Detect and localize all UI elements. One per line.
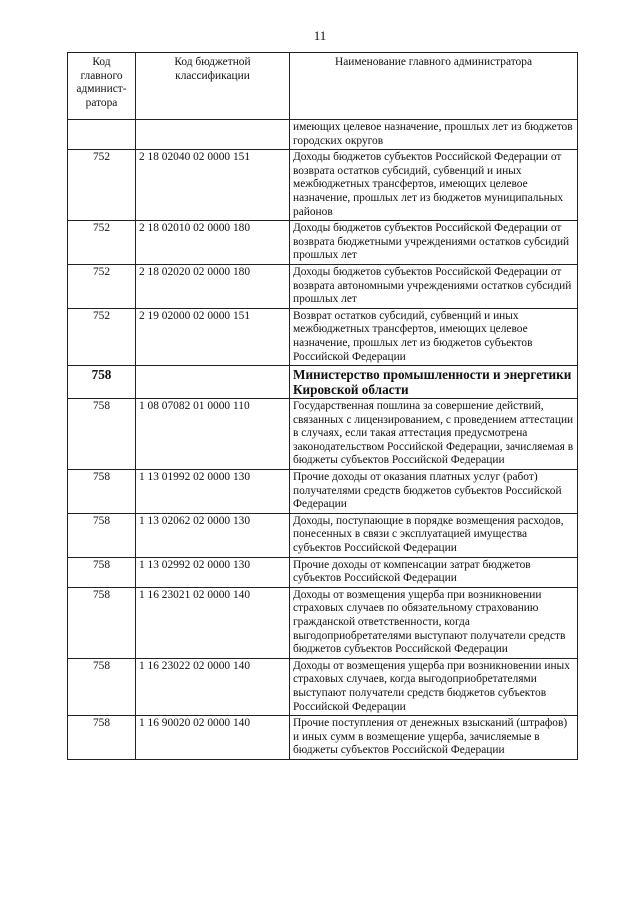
header-budget-code: Код бюджетной классификации [136,53,290,120]
budget-code-cell: 2 19 02000 02 0000 151 [136,308,290,365]
table-row [68,513,578,557]
table-row [68,308,578,365]
admin-code-cell: 752 [68,308,136,365]
admin-code-cell: 758 [68,470,136,514]
table-header-row [68,53,578,120]
table-row [68,120,578,150]
table-row [68,470,578,514]
budget-code-cell: 1 13 01992 02 0000 130 [136,470,290,514]
budget-classification-table [67,52,578,760]
admin-code-cell: 758 [68,366,136,399]
admin-name-cell: Прочие поступления от денежных взысканий (штрафов) и иных сумм в возмещение ущерба, зачисляемые в бюджеты субъектов Российской Федерации [290,716,578,760]
budget-code-cell: 1 16 23022 02 0000 140 [136,658,290,715]
admin-code-cell: 758 [68,557,136,587]
budget-code-cell [136,120,290,150]
budget-code-cell: 1 08 07082 01 0000 110 [136,399,290,470]
admin-name-cell: Прочие доходы от оказания платных услуг (работ) получателями средств бюджетов субъектов Российской Федерации [290,470,578,514]
admin-name-cell: Доходы бюджетов субъектов Российской Федерации от возврата бюджетными учреждениями остатков субсидий прошлых лет [290,221,578,265]
admin-name-cell: имеющих целевое назначение, прошлых лет из бюджетов городских округов [290,120,578,150]
budget-code-cell: 1 13 02062 02 0000 130 [136,513,290,557]
table-row [68,399,578,470]
budget-code-cell: 2 18 02040 02 0000 151 [136,150,290,221]
table-row [68,264,578,308]
administrator-row [68,366,578,399]
table-row [68,221,578,265]
admin-code-cell: 758 [68,513,136,557]
header-admin-name: Наименование главного администратора [290,53,578,120]
admin-name-cell: Доходы бюджетов субъектов Российской Федерации от возврата автономными учреждениями остатков субсидий прошлых лет [290,264,578,308]
budget-code-cell: 2 18 02020 02 0000 180 [136,264,290,308]
admin-name-cell: Возврат остатков субсидий, субвенций и иных межбюджетных трансфертов, имеющих целевое назначение, прошлых лет из бюджетов субъектов Российской Федерации [290,308,578,365]
admin-code-cell [68,120,136,150]
admin-code-cell: 758 [68,587,136,658]
table-row [68,587,578,658]
admin-name-cell: Доходы от возмещения ущерба при возникновении иных страховых случаев, когда выгодоприобретателями выступают получатели средств бюджетов субъектов Российской Федерации [290,658,578,715]
table-row [68,150,578,221]
header-admin-code: Код главного админист-ратора [68,53,136,120]
table-row [68,557,578,587]
admin-code-cell: 752 [68,150,136,221]
admin-name-cell: Доходы бюджетов субъектов Российской Федерации от возврата остатков субсидий, субвенций и иных межбюджетных трансфертов, имеющих целевое назначение, прошлых лет из бюджетов муниципальных районов [290,150,578,221]
admin-code-cell: 758 [68,716,136,760]
table-row [68,658,578,715]
page-number: 11 [313,28,327,43]
admin-name-cell: Государственная пошлина за совершение действий, связанных с лицензированием, с проведением аттестации в случаях, если такая аттестация предусмотрена законодательством Российской Федерации, зачисляемая в бюджеты субъектов Российской Федерации [290,399,578,470]
admin-code-cell: 758 [68,658,136,715]
budget-code-cell: 1 16 90020 02 0000 140 [136,716,290,760]
table-row [68,716,578,760]
budget-code-cell: 1 16 23021 02 0000 140 [136,587,290,658]
admin-name-cell: Министерство промышленности и энергетики Кировской области [290,366,578,399]
admin-code-cell: 752 [68,264,136,308]
admin-code-cell: 752 [68,221,136,265]
budget-code-cell: 1 13 02992 02 0000 130 [136,557,290,587]
budget-code-cell: 2 18 02010 02 0000 180 [136,221,290,265]
table-body [68,120,578,760]
admin-code-cell: 758 [68,399,136,470]
admin-name-cell: Доходы от возмещения ущерба при возникновении страховых случаев по обязательному страхованию гражданской ответственности, когда выгодоприобретателями выступают получатели средств бюджетов субъектов Российской Федерации [290,587,578,658]
budget-code-cell [136,366,290,399]
admin-name-cell: Прочие доходы от компенсации затрат бюджетов субъектов Российской Федерации [290,557,578,587]
admin-name-cell: Доходы, поступающие в порядке возмещения расходов, понесенных в связи с эксплуатацией имущества субъектов Российской Федерации [290,513,578,557]
